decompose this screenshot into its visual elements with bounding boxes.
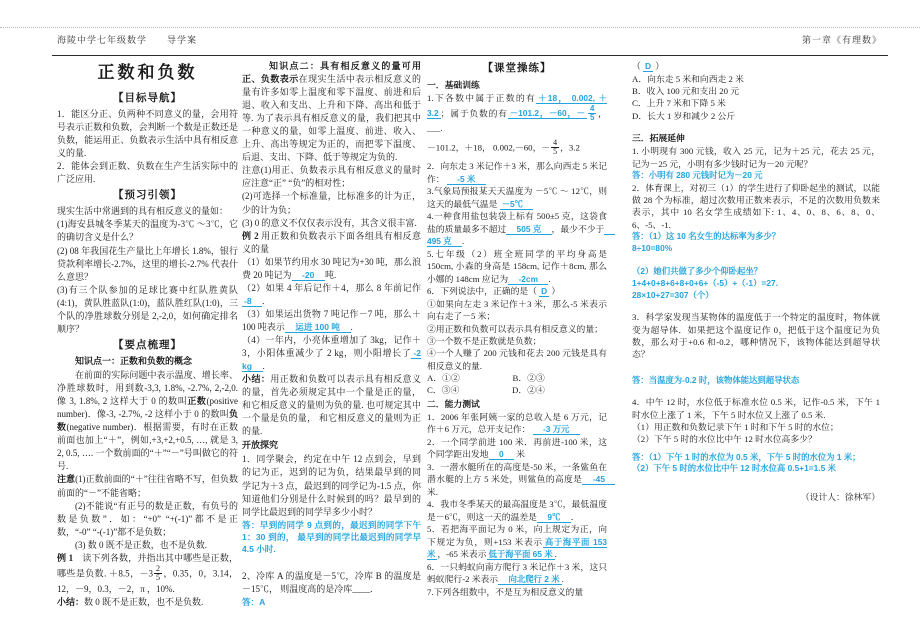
paragraph: （4）一年内，小亮体重增加了 3kg，记作＋3，小阳体重减少了 2 kg，则小阳增长了 -2 kg . [242, 334, 421, 372]
paragraph: ③一个数不是正数就是负数； [427, 335, 542, 346]
paragraph: 3.气象局预报某天天温度为 －5℃ ～ 12℃，则这天的最低气温是 －5℃ [427, 186, 607, 209]
subsection-header: 三．拓展延伸 [632, 132, 685, 143]
paragraph: 1．2006 年张阿姨一家的总收入是 6 万元，记作＋6 万元，总开支记作： -3 万元 [427, 411, 607, 435]
paragraph: (3) 0 的意义不仅仅表示没有，其含义很丰富. [242, 217, 417, 228]
handwritten-answer: （2）下午 5 时的水位比中午 12 时水位高 0.5+1=1.5 米 [632, 463, 836, 474]
paragraph: 5.七年级（2）班全班同学的平均身高是 150cm, 小森的身高是 158cm, 记作＋8cm, 那么小娜的 148cm 应记为 -2cm . [427, 249, 607, 284]
subsection-header: 一．基础训练 [427, 79, 480, 90]
paragraph: 2．能体会到正数、负数在生产生活实际中的广泛应用. [57, 161, 238, 185]
designer-credit: （设计人：徐林军） [800, 491, 880, 502]
paragraph: （ D ） [632, 61, 665, 71]
paragraph: 小结：数 0 既不是正数，也不是负数. [57, 596, 204, 607]
page-title: 正数和负数 [97, 63, 198, 82]
paragraph: 知识点二：具有相反意义的量可用正、负数表示在现实生活中表示相反意义的量有许多如零上温度和零下温度、前进和后退、收入和支出、上升和下降、高出和低于等. 为了表示具有相反意义的量，我们把其中一种意义的量，如零上温度、前进、收入、上升、高出等规定为正的，而把零下温度、后退、支出、下降、低于等规定为负的. [242, 61, 421, 163]
column-2 [242, 60, 421, 608]
subsection-header: 二．能力测试 [427, 398, 480, 409]
handwritten-answer: （2）她们共做了多少个仰卧起坐？ [632, 266, 763, 277]
handwritten-fill-in: D [645, 61, 652, 71]
handwritten-answer: 答：早到的同学 9 点到的，最迟到的同学下午 1：30 到的， 最早到的同学比最迟到的同学早 4.5 小时. [242, 519, 421, 555]
paragraph: 例 2 用正数和负数表示下面各组具有相反意义的量 [242, 230, 421, 254]
paragraph: ④一个人赚了 200 元钱和花去 200 元钱是具有相反意义的量. [427, 348, 607, 371]
paragraph: 4．我市冬季某天的最高温度是 3℃，最低温度是－6℃，则这一天的温差是 9℃ ． [427, 499, 607, 522]
section-header: 【目标导航】 [113, 92, 182, 104]
handwritten-fill-in: －5℃ [501, 198, 532, 209]
paragraph: 7.下列各组数中，不是互为相反意义的量 [427, 586, 584, 597]
handwritten-fill-in: -3 万元 [534, 424, 578, 435]
handwritten-fill-in: 向北爬行 2 米 [500, 574, 560, 585]
paragraph: （1）如果节约用水 30 吨记为+30 吨，那么浪费 20 吨记为 -20 吨. [242, 256, 421, 280]
handwritten-fill-in: 0 [490, 449, 512, 460]
handwritten-fill-in: -8 [244, 295, 261, 306]
paragraph: 5．若把海平面记为 0 米，向上规定为正，向下规定为负，则+153 米表示 高于海平面 153 米 ，-65 米表示 低于海平面 65 米 . [427, 524, 607, 560]
paragraph: A．向东走 5 米和向西走 2 米 [632, 73, 744, 84]
paragraph: 4．中午 12 时，水位低于标准水位 0.5 米，记作-0.5 米，下午 1 时水位上涨了 1 米，下午 5 时水位又上涨了 0.5 米. [632, 397, 880, 420]
paragraph: 在前面的实际问题中表示温度、增长率、净胜球数时，用到数-3,3, 1.8%, -2.7%, 2,-2,0. 像 3, 1.8%, 2 这样大于 0 的数叫正数(positive number)．像-3, -2.7%, -2 这样小于 0 的数叫负数(negative number)．根据需要，有时在正数前面也加上“＋”，例如,+3,+2,+0.5, …, 就是 3, 2, 0.5, …. 一个数前面的“＋”“－”号叫做它的符号. [57, 370, 238, 472]
paragraph: B．收入 100 元和支出 20 元 [632, 86, 740, 97]
paragraph: C．上升 7 米和下降 5 米 [632, 98, 726, 109]
paragraph: 注意(1)正数前面的“＋”往往省略不写，但负数前面的“－”不能省略； [57, 474, 238, 498]
paragraph: 1.下各数中属于正数的有 ＋18， 0.002, ＋3.2 ；属于负数的有 －101.2，－60，－ $\frac{4}{5}$ ，___. [427, 93, 607, 134]
paragraph: A．①② B．②③ [427, 372, 545, 383]
paragraph: （2）如果 4 年后记作＋4，那么 8 年前记作 -8 . [242, 282, 421, 306]
handwritten-fill-in: -2 kg [242, 348, 421, 372]
handwritten-fill-in: -2cm [510, 273, 547, 284]
paragraph: 4.一种食用盐包装袋上标有 500±5 克，这袋食盐的质量最多不超过 505 克 ，最少不少于 495 克 . [427, 211, 615, 247]
handwritten-answer: 8÷10=80% [632, 242, 673, 253]
section-header: 【课堂操练】 [482, 63, 552, 74]
paragraph: (2)不能说“有正号的数是正数，有负号的数是负数”．如：“+0” “+(-1)”都不是正数，“-0” “-(-1)”都不是负数； [57, 500, 238, 537]
fraction: $\frac{2}{5}$ [156, 563, 161, 583]
handwritten-fill-in: 505 克 [508, 223, 550, 234]
paragraph: 小结：用正数和负数可以表示具有相反意义的量，首先必须规定其中一个量是正的量，和它相反意义的量则为负的量. 也可规定其中一个量是负的量， 和它相反意义的量则为正的量. [242, 374, 421, 437]
handwritten-answer: 28×10+27=307（个） [632, 289, 714, 300]
handwritten-fill-in: －101.2，－60，－ [509, 108, 585, 119]
paragraph: 6．下列说法中，正确的是（ D ） [427, 286, 561, 297]
header-school-title: 海陵中学七年级数学 导学案 [57, 35, 198, 45]
column-4 [632, 60, 880, 503]
paragraph: 现实生活中常遇到的具有相反意义的量如： [57, 206, 229, 217]
handwritten-fill-in: -20 [293, 269, 323, 280]
handwritten-fill-in: -45 [584, 474, 614, 485]
paragraph: (2)可选择一个标准量，比标准多的计为正，少的计为负； [242, 191, 421, 215]
paragraph: C．③④ D．②④ [427, 385, 545, 396]
paragraph: D．长大 1 岁和减少 2 公斤 [632, 110, 736, 121]
paragraph: ②用正数和负数可以表示具有相反意义的量； [427, 323, 603, 334]
paragraph: 2、冷库 A 的温度是－5℃，冷库 B 的温度是－15℃， 则温度高的是冷库____. [242, 570, 421, 594]
handwritten-fill-in: 高于海平面 153 米 [427, 536, 607, 560]
column-3 [427, 60, 615, 598]
paragraph: 6．一只蚂蚁向南方爬行 3 米记作＋3 米，这只蚂蚁爬行-2 米表示 向北爬行 2 米 . [427, 561, 607, 585]
handwritten-fill-in: 9℃ [538, 511, 569, 522]
paragraph: 2．向东走 3 米记作＋3 米，那么向西走 5 米记作： -5 米 [427, 161, 607, 184]
subsection-header: 知识点一：正数和负数的概念 [75, 356, 193, 367]
paragraph: －101.2，＋18， 0.002,－60，－ $\frac{4}{5}$ ，3.2 [427, 137, 580, 156]
section-header: 【预习引领】 [113, 190, 182, 202]
paragraph: 2．一个同学前进 100 米．再前进-100 米，这个同学距出发地 0 米 [427, 436, 607, 460]
paragraph: （1）用正数和负数记录下午 1 时和下午 5 时的水位； [632, 421, 839, 432]
handwritten-answer: 答：（1）这 10 名女生的达标率为多少？ [632, 230, 781, 241]
paragraph: 3．一潜水艇所在的高度是-50 米，一条鲨鱼在潜水艇的上方 5 米处，则鲨鱼的高度是 -45 米. [427, 461, 614, 497]
paragraph: 例 1 读下列各数，并指出其中哪些是正数，哪些是负数. ＋8.5，－3 $\frac{2}{5}$ ，0.35，0，3.14，12，－9，0.3，－2，π ，10%. [57, 552, 238, 594]
column-1 [57, 60, 238, 609]
handwritten-fill-in: 低于海平面 65 米 [488, 549, 553, 560]
handwritten-answer: 1+4+0+8+6+8+0+6+（-5）+（-1）=27. [632, 277, 778, 288]
fraction: $\frac{4}{5}$ [553, 137, 558, 156]
handwritten-fill-in: ＋18， 0.002, ＋3.2 [427, 93, 607, 119]
paragraph: (3)有三个队参加的足球比赛中红队胜黄队(4:1)，黄队胜蓝队(1:0)，蓝队胜红队(1:0)，三个队的净胜球数分别是 2,-2,0，如何确定排名顺序？ [57, 284, 238, 334]
paragraph: 1．同学聚会，约定在中午 12 点到会，早到的记为正，迟到的记为负，结果最早到的同学记为＋3 点，最迟到的同学记为-1.5 点，你知道他们分别是什么时候到的吗？最早到的同学比最迟到的同学早多少小时？ [242, 454, 421, 517]
handwritten-fill-in: -5 米 [448, 173, 484, 184]
paragraph: 注意(1)用正、负数表示具有相反意义的量时应注意“正” “负”的相对性； [242, 165, 421, 189]
handwritten-fill-in: 495 克 [427, 223, 615, 247]
handwritten-fill-in: D [541, 286, 548, 297]
paragraph: 1．能区分正、负两种不同意义的量，会用符号表示正数和负数，会判断一个数是正数还是负数，能运用正、负数表示生活中具有相反意义的量. [57, 108, 238, 158]
handwritten-fill-in: 运进 100 吨 [286, 321, 349, 332]
paragraph: （3）如果运出货物 7 吨记作－7 吨，那么＋100 吨表示 运进 100 吨 . [242, 308, 421, 332]
paragraph: (2) 08 年我国花生产量比上年增长 1.8%，银行贷款利率增长-2.7%，这里的增长-2.7% 代表什么意思？ [57, 245, 238, 282]
header-chapter-title: 第一章《有理数》 [801, 35, 882, 45]
top-dotted-rule [0, 27, 920, 28]
paragraph: (1)海安县城冬季某天的温度为-3℃ ～3℃，它的确切含义是什么？ [57, 219, 238, 243]
paragraph: ①如果向左走 3 米记作＋3 米，那么-5 米表示向右走了－5 米； [427, 299, 607, 322]
handwritten-answer: 答：A [242, 596, 266, 607]
fraction: $\frac{4}{5}$ [589, 103, 595, 123]
header-rule [52, 55, 888, 56]
section-header: 【要点梳理】 [113, 339, 182, 351]
handwritten-answer: 答：当温度为-0.2 时，该物体能达到超导状态 [632, 374, 800, 385]
handwritten-answer: 答：（1）下午 1 时的水位为 0.5 米，下午 5 时的水位为 1 米； [632, 451, 861, 462]
paragraph: （2）下午 5 时的水位比中午 12 时水位高多少？ [632, 434, 817, 445]
paragraph: 3．科学家发现当某物体的温度低于一个特定的温度时，物体就变为超导体．如果把这个温度记作 0，把低于这个温度记为负数，那么对于+0.6 和-0.2，哪种情况下，该物体能达到超导状态？ [632, 312, 880, 360]
subsection-header: 开放探究 [242, 440, 279, 451]
paragraph: 1. 小明现有 300 元钱，收入 25 元，记为＋25 元，花去 25 元，记为－25 元，小明有多少钱时记为－20 元呢？ [632, 146, 880, 169]
handwritten-answer: 答：小明有 280 元钱时记为－20 元 [632, 169, 763, 180]
paragraph: 2．体育课上，对初三（1）的学生进行了仰卧起坐的测试，以能做 28 个为标准，超过次数用正数来表示，不足的次数用负数来表示，其中 10 名女学生成绩如下: 1、4、0、8、6、8、0、6、-5、-1. [632, 182, 880, 230]
paragraph: (3) 数 0 既不是正数，也不是负数. [75, 539, 207, 550]
